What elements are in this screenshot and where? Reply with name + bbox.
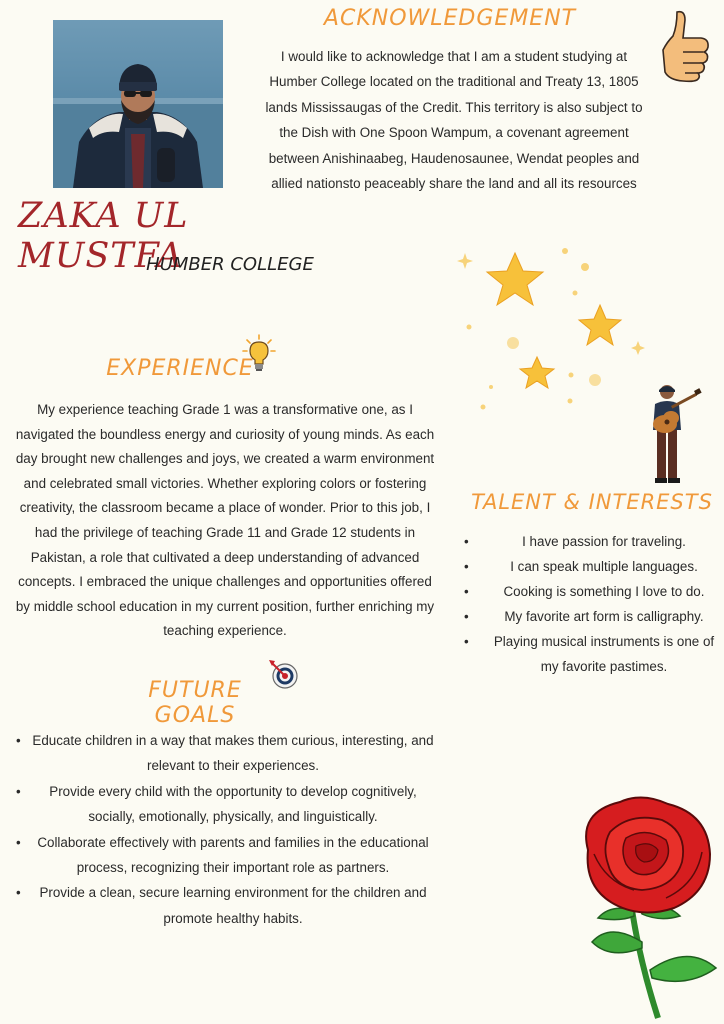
lightbulb-icon (240, 333, 278, 373)
profile-photo (53, 20, 223, 188)
target-icon (267, 659, 301, 691)
list-item: • Provide a clean, secure learning environment for the children and promote healthy habits. (16, 880, 436, 931)
experience-text: My experience teaching Grade 1 was a transformative one, as I navigated the boundless energy and curiosity of young minds. As each day brought new challenges and joys, we created a warm environment and celebrated small victories. Whether exploring colors or fostering creativity, the classroom became a place of wonder. Prior to this job, I had the privilege of teaching Grade 11 and Grade 12 students in Pakistan, a role that cultivated a deep understanding of advanced concepts. I embraced the unique challenges and opportunities offered by middle school education in my current position, further enriching my teaching experience. (15, 402, 435, 639)
list-item: • Collaborate effectively with parents and families in the educational process, recognizing their important role as partners. (16, 830, 436, 881)
talent-list (470, 529, 724, 679)
talent-title: TALENT & INTERESTS (471, 490, 713, 514)
list-item: • I can speak multiple languages. (470, 554, 724, 579)
list-item: • Provide every child with the opportunity to develop cognitively, socially, emotionally, physically, and linguistically. (16, 779, 436, 830)
list-item: • Educate children in a way that makes them curious, interesting, and relevant to their experiences. (16, 728, 436, 779)
acknowledgement-title: ACKNOWLEDGEMENT (323, 6, 577, 31)
list-item: • Cooking is something I love to do. (470, 579, 724, 604)
future-goals-title: FUTURE GOALS (148, 678, 242, 728)
list-item: • I have passion for traveling. (470, 529, 724, 554)
stars-decoration (455, 245, 655, 420)
list-item: • My favorite art form is calligraphy. (470, 604, 724, 629)
list-item: • Playing musical instruments is one of my favorite pastimes. (470, 629, 724, 679)
acknowledgement-text: I would like to acknowledge that I am a student studying at Humber College located on the traditional and Treaty 13, 1805 lands Mississaugas of the Credit. This territory is also subject to the Dish with One Spoon Wampum, a covenant agreement between Anishinaabeg, Haudenosaunee, Wendat peoples and allied nationsto peaceably share the land and all its resources (265, 49, 643, 192)
college-name: HUMBER COLLEGE (146, 254, 314, 275)
rose-illustration (570, 792, 720, 1020)
future-goals-list (16, 728, 436, 931)
profile-name: ZAKA UL MUSTFA (18, 196, 189, 276)
experience-title: EXPERIENCE (106, 356, 254, 381)
thumbs-up-icon (657, 8, 711, 84)
guitar-player-illustration (645, 382, 705, 490)
